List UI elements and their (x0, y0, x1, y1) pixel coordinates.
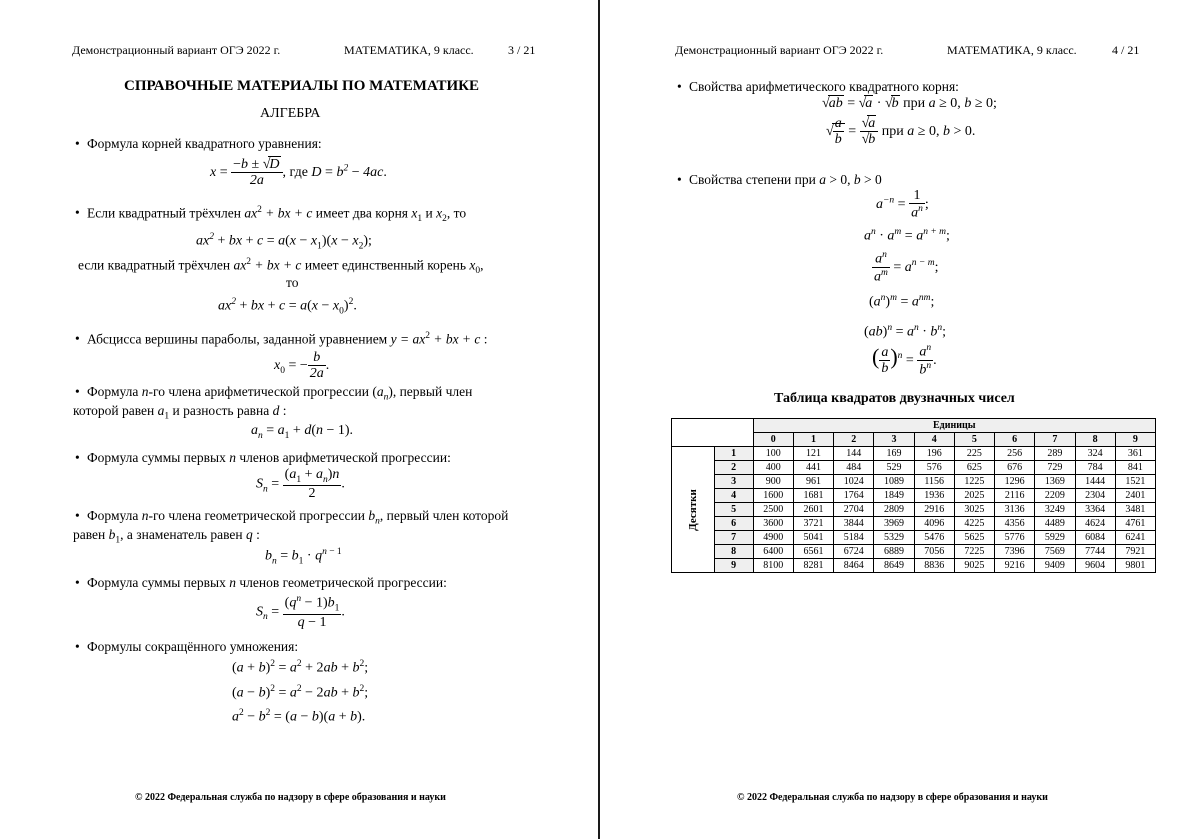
table-cell: 1936 (914, 489, 954, 503)
table-cell: 100 (753, 447, 793, 461)
power-of-quotient-formula: ( $\frac{a}{b}$ )$^n$ = $\frac{a^n}{b^n}$ . (872, 343, 937, 378)
table-cell: 1089 (874, 475, 914, 489)
column-header: 8 (1075, 433, 1115, 447)
header-page-number: 4 / 21 (1112, 43, 1140, 57)
table-cell: 361 (1115, 447, 1155, 461)
table-cell: 5929 (1035, 531, 1075, 545)
table-cell: 900 (753, 475, 793, 489)
arith-sum-formula: $S_n$ = $\frac{(a_1 + a_n)n}{2}$ . (256, 467, 345, 502)
table-cell: 961 (793, 475, 833, 489)
table-cell: 400 (753, 461, 793, 475)
geom-sum-label-b: членов геометрической прогрессии: (239, 575, 447, 590)
short-mult-label: • Формулы сокращённого умножения: (87, 639, 298, 655)
table-cell: 3025 (954, 503, 994, 517)
geom-nth-label-a: Формула (87, 508, 139, 523)
table-cell: 9801 (1115, 559, 1155, 573)
table-cell: 1225 (954, 475, 994, 489)
table-cell: 1521 (1115, 475, 1155, 489)
geom-nth-line2-a: равен (73, 527, 106, 542)
column-header: 0 (753, 433, 793, 447)
geom-sum-label-a: Формула суммы первых (87, 575, 226, 590)
table-cell: 6561 (793, 545, 833, 559)
table-cell: 4225 (954, 517, 994, 531)
row-header: 4 (714, 489, 753, 503)
column-header: 7 (1035, 433, 1075, 447)
table-cell: 7921 (1115, 545, 1155, 559)
table-cell: 4624 (1075, 517, 1115, 531)
row-header: 5 (714, 503, 753, 517)
vertex-formula: $x_0$ = − $\frac{b}{2a}$ . (274, 350, 330, 382)
table-cell: 9604 (1075, 559, 1115, 573)
table-cell: 1849 (874, 489, 914, 503)
single-root-label-a: если квадратный трёхчлен (78, 257, 231, 273)
factorization-and: и (425, 205, 433, 221)
squares-table (671, 418, 1156, 573)
quadratic-roots-formula: x = $\frac{-b \pm √D}{2a}$ , где $D = b^2 - 4ac$. (210, 157, 387, 189)
arith-sum-label-a: Формула суммы первых (87, 450, 226, 465)
table-cell: 6084 (1075, 531, 1115, 545)
table-cell: 2704 (834, 503, 874, 517)
vertex-label-text: Абсцисса вершины параболы, заданной уравнением (87, 331, 388, 347)
table-cell: 4096 (914, 517, 954, 531)
table-cell: 841 (1115, 461, 1155, 475)
table-cell: 9025 (954, 559, 994, 573)
table-row (672, 447, 1156, 461)
row-group-header (672, 447, 715, 573)
squares-table-title: Таблица квадратов двузначных чисел (774, 391, 1015, 406)
arith-sum-label-b: членов арифметической прогрессии: (239, 450, 451, 465)
table-cell: 289 (1035, 447, 1075, 461)
table-row (672, 503, 1156, 517)
row-header: 8 (714, 545, 753, 559)
column-header: 6 (995, 433, 1035, 447)
table-row (672, 559, 1156, 573)
factorization-label-a: Если квадратный трёхчлен (87, 205, 242, 221)
table-cell: 3136 (995, 503, 1035, 517)
table-cell: 3600 (753, 517, 793, 531)
geom-nth-line2: равен $b_1$, а знаменатель равен q : (73, 527, 260, 546)
row-header: 2 (714, 461, 753, 475)
table-cell: 225 (954, 447, 994, 461)
sqrt-props-label: • Свойства арифметического квадратного корня: (689, 79, 959, 95)
negative-exponent-formula: $a^{-n}$ = $\frac{1}{a^n}$ ; (876, 188, 929, 222)
table-header-row (672, 419, 1156, 433)
single-root-formula: $ax^2$ + bx + $c = a(x - x_0)^2$. (218, 297, 357, 317)
table-cell: 6889 (874, 545, 914, 559)
power-of-power-formula: $(a^n)^m = a^{nm}$; (869, 293, 935, 310)
table-cell: 169 (874, 447, 914, 461)
quadratic-where-word: где (289, 165, 308, 181)
header-exam-name: Демонстрационный вариант ОГЭ 2022 г. (72, 43, 281, 57)
arith-sum-label: • Формула суммы первых n членов арифметической прогрессии: (87, 450, 451, 466)
table-cell: 5625 (954, 531, 994, 545)
column-group-header: Единицы (753, 419, 1155, 433)
table-cell: 5329 (874, 531, 914, 545)
header-subject: МАТЕМАТИКА, 9 класс. (344, 43, 474, 57)
arith-nth-line2-b: и разность равна (172, 403, 270, 418)
table-cell: 7744 (1075, 545, 1115, 559)
table-cell: 7225 (954, 545, 994, 559)
row-header: 6 (714, 517, 753, 531)
table-cell: 576 (914, 461, 954, 475)
arith-nth-label-a: Формула (87, 384, 139, 399)
power-of-product-formula: $(ab)^n = a^n \cdot b^n$; (864, 323, 947, 340)
section-subtitle: АЛГЕБРА (260, 106, 321, 121)
table-cell: 7056 (914, 545, 954, 559)
table-cell: 784 (1075, 461, 1115, 475)
table-cell: 6724 (834, 545, 874, 559)
geom-nth-label: • Формула n-го члена геометрической прогрессии $b_n$, первый член которой (87, 508, 508, 527)
arith-nth-label-c: , первый член (392, 384, 473, 399)
table-cell: 1369 (1035, 475, 1075, 489)
row-header: 1 (714, 447, 753, 461)
table-cell: 529 (874, 461, 914, 475)
table-cell: 1156 (914, 475, 954, 489)
table-cell: 8281 (793, 559, 833, 573)
table-row (672, 531, 1156, 545)
geom-sum-formula: $S_n$ = $\frac{(q^n - 1)b_1}{q - 1}$ . (256, 594, 345, 630)
table-cell: 4356 (995, 517, 1035, 531)
table-cell: 144 (834, 447, 874, 461)
arith-nth-label: • Формула n-го члена арифметической прогрессии $(a_n)$, первый член (87, 384, 472, 403)
column-header: 2 (834, 433, 874, 447)
header-subject: МАТЕМАТИКА, 9 класс. (947, 43, 1077, 57)
quotient-of-powers-formula: $\frac{a^n}{a^m}$ = $a^{n - m}$; (874, 250, 939, 285)
table-cell: 2500 (753, 503, 793, 517)
square-of-sum-formula: $(a + b)^2 = a^2 + 2ab + b^2$; (232, 659, 369, 676)
table-cell: 441 (793, 461, 833, 475)
table-cell: 3249 (1035, 503, 1075, 517)
geom-sum-label: • Формула суммы первых n членов геометрической прогрессии: (87, 575, 447, 591)
table-cell: 1444 (1075, 475, 1115, 489)
row-header: 9 (714, 559, 753, 573)
factorization-then: то (453, 205, 467, 221)
table-cell: 4489 (1035, 517, 1075, 531)
power-props-label-text: Свойства степени при (689, 172, 816, 187)
geom-nth-label-b: -го члена геометрической прогрессии (148, 508, 365, 523)
table-cell: 7396 (995, 545, 1035, 559)
table-cell: 8836 (914, 559, 954, 573)
table-cell: 324 (1075, 447, 1115, 461)
row-group-label: Десятки (686, 488, 699, 531)
factorization-formula: $ax^2$ + bx + $c = a(x - x_1)(x - x_2)$; (196, 232, 372, 252)
table-cell: 2916 (914, 503, 954, 517)
table-cell: 8100 (753, 559, 793, 573)
difference-of-squares-formula: $a^2 - b^2 = (a - b)(a + b)$. (232, 708, 366, 725)
single-root-label: если квадратный трёхчлен $ax^2$ + bx + c имеет единственный корень $x_0$, (78, 257, 484, 277)
table-cell: 2601 (793, 503, 833, 517)
table-cell: 1296 (995, 475, 1035, 489)
table-cell: 2809 (874, 503, 914, 517)
table-cell: 121 (793, 447, 833, 461)
column-header: 4 (914, 433, 954, 447)
table-cell: 256 (995, 447, 1035, 461)
table-cell: 676 (995, 461, 1035, 475)
table-cell: 8464 (834, 559, 874, 573)
single-root-then: то (286, 275, 299, 290)
table-row (672, 545, 1156, 559)
product-of-powers-formula: $a^n \cdot a^m = a^{n + m}$; (864, 227, 950, 244)
table-cell: 2401 (1115, 489, 1155, 503)
table-cell: 5184 (834, 531, 874, 545)
table-cell: 7569 (1035, 545, 1075, 559)
table-cell: 6400 (753, 545, 793, 559)
table-cell: 9409 (1035, 559, 1075, 573)
table-cell: 3481 (1115, 503, 1155, 517)
single-root-label-b: имеет единственный корень (304, 257, 467, 273)
table-cell: 2025 (954, 489, 994, 503)
header-page-number: 3 / 21 (508, 43, 536, 57)
table-cell: 3844 (834, 517, 874, 531)
table-cell: 625 (954, 461, 994, 475)
table-cell: 3721 (793, 517, 833, 531)
table-cell: 2116 (995, 489, 1035, 503)
column-header: 9 (1115, 433, 1155, 447)
arith-nth-formula: $a_n = a_1 + d(n - 1)$. (251, 423, 354, 441)
footer-copyright: © 2022 Федеральная служба по надзору в сфере образования и науки (737, 792, 1048, 803)
arith-nth-label-b: -го члена арифметической прогрессии (148, 384, 369, 399)
sqrt-product-formula: √ab = √a · √b при a ≥ 0, b ≥ 0; (822, 96, 997, 111)
arith-nth-line2-a: которой равен (73, 403, 155, 418)
table-cell: 4761 (1115, 517, 1155, 531)
row-header: 7 (714, 531, 753, 545)
table-cell: 484 (834, 461, 874, 475)
row-header: 3 (714, 475, 753, 489)
table-cell: 2304 (1075, 489, 1115, 503)
table-cell: 5041 (793, 531, 833, 545)
table-cell: 6241 (1115, 531, 1155, 545)
table-cell: 3364 (1075, 503, 1115, 517)
table-cell: 8649 (874, 559, 914, 573)
vertex-label: • Абсцисса вершины параболы, заданной уравнением $y = ax^2$ + bx + c : (87, 331, 488, 348)
arith-nth-line2: которой равен $a_1$ и разность равна d : (73, 403, 287, 422)
table-row (672, 461, 1156, 475)
table-cell: 2209 (1035, 489, 1075, 503)
geom-nth-label-c: , первый член которой (379, 508, 509, 523)
sqrt-when-word: при (903, 96, 926, 111)
table-cell: 1681 (793, 489, 833, 503)
page-4 (600, 0, 1200, 839)
column-header: 5 (954, 433, 994, 447)
table-cell: 729 (1035, 461, 1075, 475)
quadratic-roots-label: • Формула корней квадратного уравнения: (87, 136, 322, 152)
table-corner (672, 419, 754, 447)
table-cell: 5476 (914, 531, 954, 545)
footer-copyright: © 2022 Федеральная служба по надзору в сфере образования и науки (135, 792, 446, 803)
geom-nth-formula: $b_n = b_1 \cdot q^{n - 1}$ (265, 547, 342, 567)
table-row (672, 517, 1156, 531)
column-header: 1 (793, 433, 833, 447)
table-cell: 4900 (753, 531, 793, 545)
power-props-label: • Свойства степени при a > 0, b > 0 (689, 172, 882, 188)
square-of-difference-formula: $(a - b)^2 = a^2 - 2ab + b^2$; (232, 684, 369, 701)
table-cell: 3969 (874, 517, 914, 531)
table-cell: 196 (914, 447, 954, 461)
sqrt-quotient-formula: √ $\frac{a}{b}$ = $\frac{√a}{√b}$ при a ≥ 0, b > 0. (826, 116, 976, 148)
column-header: 3 (874, 433, 914, 447)
table-cell: 1024 (834, 475, 874, 489)
factorization-label: • Если квадратный трёхчлен $ax^2$ + bx + c имеет два корня $x_1$ и $x_2$, то (87, 205, 466, 224)
table-cell: 1764 (834, 489, 874, 503)
table-cell: 5776 (995, 531, 1035, 545)
page-title: СПРАВОЧНЫЕ МАТЕРИАЛЫ ПО МАТЕМАТИКЕ (124, 78, 480, 94)
page-3 (0, 0, 598, 839)
geom-nth-line2-b: , а знаменатель равен (120, 527, 243, 542)
table-cell: 9216 (995, 559, 1035, 573)
table-row (672, 475, 1156, 489)
header-exam-name: Демонстрационный вариант ОГЭ 2022 г. (675, 43, 884, 57)
factorization-label-b: имеет два корня (315, 205, 408, 221)
table-row (672, 489, 1156, 503)
table-cell: 1600 (753, 489, 793, 503)
sqrt-when-word-2: при (881, 124, 904, 140)
